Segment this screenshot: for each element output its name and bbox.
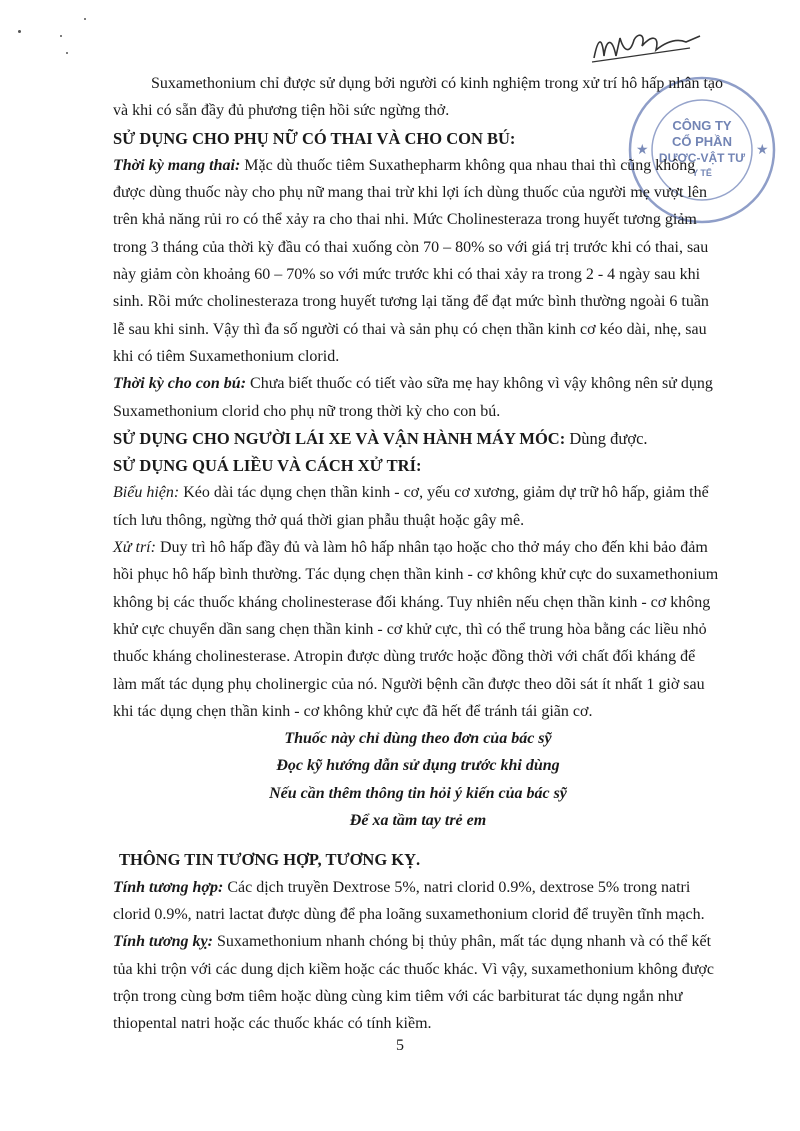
stamp-line-4: Y TẾ [692, 168, 712, 178]
pregnancy-label: Thời kỳ mang thai: [113, 156, 241, 174]
compat-paragraph [113, 874, 723, 929]
incompat-text: Suxamethonium nhanh chóng bị thủy phân, mất tác dụng nhanh và có thể kết tủa khi trộn với các dung dịch kiềm hoặc các thuốc khác. Vì vậy, suxamethonium không được trộn trong cùng bơm tiêm hoặc dùng cùng kim tiêm với các barbiturat tác dụng ngắn như thiopental natri hoặc các thuốc khác có tính kiềm. [113, 933, 714, 1033]
driving-heading: SỬ DỤNG CHO NGƯỜI LÁI XE VÀ VẬN HÀNH MÁY MÓC: [113, 428, 566, 448]
driving-text: Dùng được. [565, 428, 648, 448]
warning-line-2: Đọc kỹ hướng dẫn sử dụng trước khi dùng [276, 757, 560, 775]
lactation-text: Chưa biết thuốc có tiết vào sữa mẹ hay không vì vậy không nên sử dụng Suxamethonium clorid cho phụ nữ trong thời kỳ cho con bú. [113, 375, 713, 420]
scan-speck [18, 30, 21, 33]
compat-label: Tính tương hợp: [113, 878, 224, 896]
overdose-heading: SỬ DỤNG QUÁ LIỀU VÀ CÁCH XỬ TRÍ: [113, 456, 422, 476]
scan-speck [60, 35, 62, 37]
intro-paragraph: Suxamethonium chỉ được sử dụng bởi người có kinh nghiệm trong xử trí hô hấp nhân tạo và khi có sẵn đầy đủ phương tiện hồi sức ngừng thở. [113, 75, 723, 120]
warning-line-3: Nếu cần thêm thông tin hỏi ý kiến của bác sỹ [269, 784, 567, 802]
symptoms-paragraph [113, 479, 723, 534]
scan-speck [84, 18, 86, 20]
warning-line-1: Thuốc này chỉ dùng theo đơn của bác sỹ [284, 730, 552, 748]
lactation-paragraph [113, 370, 723, 425]
page-number: 5 [396, 1037, 404, 1054]
pregnancy-paragraph [113, 152, 723, 370]
compat-text: Các dịch truyền Dextrose 5%, natri clorid 0.9%, dextrose 5% trong natri clorid 0.9%, natri lactat được dùng để pha loãng suxamethonium clorid để truyền tĩnh mạch. [113, 878, 705, 923]
driving-paragraph [113, 425, 723, 452]
treatment-label: Xử trí: [113, 539, 156, 557]
symptoms-text: Kéo dài tác dụng chẹn thần kinh - cơ, yếu cơ xương, giảm dự trữ hô hấp, giảm thể tích lưu thông, ngừng thở quá thời gian phẫu thuật hoặc gây mê. [113, 484, 709, 529]
incompat-label: Tính tương kỵ: [113, 933, 213, 951]
stamp-star-icon: ★ [636, 141, 649, 157]
stamp-line-1: CÔNG TY [672, 118, 732, 133]
symptoms-label: Biểu hiện: [113, 484, 180, 502]
scan-speck [66, 52, 68, 54]
treatment-text: Duy trì hô hấp đầy đủ và làm hô hấp nhân tạo hoặc cho thở máy cho đến khi bảo đảm hồi phục hô hấp bình thường. Tác dụng chẹn thần kinh - cơ không khử cực do suxamethonium không bị các thuốc kháng cholinesterase đối kháng. Tuy nhiên nếu chẹn thần kinh - cơ không khử cực chuyển dần sang chẹn thần kinh - cơ khử cực, thì có thể trung hòa bằng các liều nhỏ thuốc kháng cholinesterase. Atropin được dùng trước hoặc đồng thời với chất đối kháng để làm mất tác dụng phụ cholinergic của nó. Người bệnh cần được theo dõi sát ít nhất 1 giờ sau khi tác dụng chẹn thần kinh - cơ không khử cực đã hết để tránh tái giãn cơ. [113, 539, 719, 720]
treatment-paragraph [113, 534, 723, 725]
document-body [113, 70, 723, 1037]
stamp-line-3: DƯỢC-VẬT TƯ [658, 151, 746, 165]
stamp-line-2: CỔ PHẦN [672, 134, 732, 149]
warning-line-4: Để xa tầm tay trẻ em [349, 812, 487, 830]
pregnancy-heading: SỬ DỤNG CHO PHỤ NỮ CÓ THAI VÀ CHO CON BÚ: [113, 128, 516, 148]
handwritten-signature [590, 28, 710, 68]
stamp-star-icon: ★ [756, 141, 769, 157]
pregnancy-text: Mặc dù thuốc tiêm Suxathepharm không qua nhau thai thì cũng không được dùng thuốc này cho phụ nữ mang thai trừ khi lợi ích dùng thuốc của người mẹ vượt lên trên khả năng rủi ro có thể xảy ra cho thai nhi. Mức Cholinesteraza trong huyết tương giảm trong 3 tháng của thời kỳ đầu có thai xuống còn 70 – 80% so với giá trị trước khi có thai, sau này giảm còn khoảng 60 – 70% so với mức trước khi có thai xảy ra trong 2 - 4 ngày sau khi sinh. Rồi mức cholinesteraza trong huyết tương lại tăng để đạt mức bình thường ngoài 6 tuần lễ sau khi sinh. Vậy thì đa số người có thai và sản phụ có chẹn thần kinh cơ kéo dài, nhẹ, sau khi có tiêm Suxamethonium clorid. [113, 156, 709, 365]
incompat-paragraph [113, 928, 723, 1037]
lactation-label: Thời kỳ cho con bú: [113, 375, 247, 393]
compat-heading: THÔNG TIN TƯƠNG HỢP, TƯƠNG KỴ. [119, 850, 421, 870]
